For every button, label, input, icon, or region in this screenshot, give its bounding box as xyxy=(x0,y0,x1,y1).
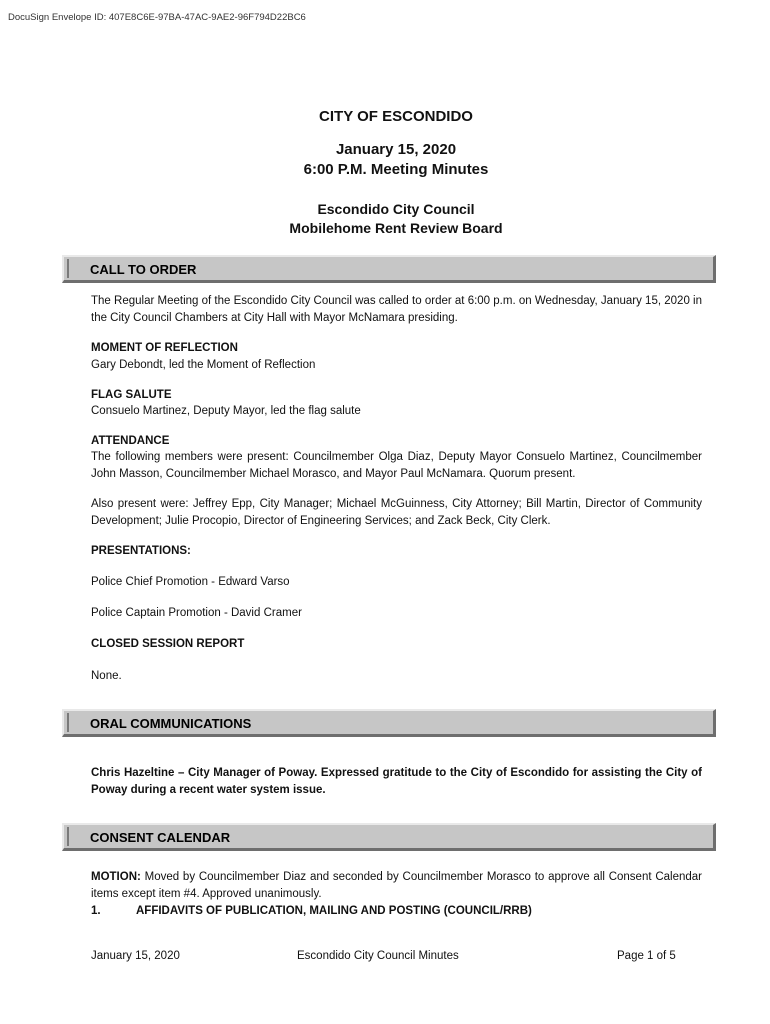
docusign-envelope-id: DocuSign Envelope ID: 407E8C6E-97BA-47AC-9AE2-96F794D22BC6 xyxy=(8,12,306,23)
also-present-text: Also present were: Jeffrey Epp, City Manager; Michael McGuinness, City Attorney; Bill Martin, Director of Community Development; Julie Procopio, Director of Engineering Services; and Zack Beck, City Clerk. xyxy=(91,498,702,527)
attendance-heading: ATTENDANCE xyxy=(91,435,170,447)
consent-item-number: 1. xyxy=(91,905,101,917)
meeting-title: 6:00 P.M. Meeting Minutes xyxy=(303,161,489,178)
section-call-to-order xyxy=(62,255,716,283)
closed-session-text: None. xyxy=(91,670,122,682)
reflection-heading: MOMENT OF REFLECTION xyxy=(91,342,238,354)
section-oral-communications xyxy=(62,709,716,737)
oral-communications-text: Chris Hazeltine – City Manager of Poway. Expressed gratitude to the City of Escondido for assisting the City of Poway during a recent water system issue. xyxy=(91,767,702,796)
attendance-text: The following members were present: Councilmember Olga Diaz, Deputy Mayor Consuelo Martinez, Councilmember John Masson, Councilmember Michael Morasco, and Mayor Paul McNamara. Quorum present. xyxy=(91,451,702,480)
motion-text: Moved by Councilmember Diaz and seconded by Councilmember Morasco to approve all Consent Calendar items except item #4. Approved unanimously. xyxy=(91,871,702,900)
motion-label: MOTION: xyxy=(91,871,141,883)
flag-salute-heading: FLAG SALUTE xyxy=(91,389,172,401)
meeting-date: January 15, 2020 xyxy=(335,141,457,158)
reflection-text: Gary Debondt, led the Moment of Reflection xyxy=(91,359,316,371)
presentations-heading: PRESENTATIONS: xyxy=(91,545,191,557)
call-to-order-text: The Regular Meeting of the Escondido City Council was called to order at 6:00 p.m. on Wednesday, January 15, 2020 in the City Council Chambers at City Hall with Mayor McNamara presiding. xyxy=(91,295,702,324)
presentation-item: Police Chief Promotion - Edward Varso xyxy=(91,576,290,588)
city-title: CITY OF ESCONDIDO xyxy=(319,108,473,125)
footer-page-number: Page 1 of 5 xyxy=(617,950,676,962)
section-heading: CONSENT CALENDAR xyxy=(90,830,231,845)
presentation-item: Police Captain Promotion - David Cramer xyxy=(91,607,302,619)
board-name: Mobilehome Rent Review Board xyxy=(289,220,503,236)
footer-date: January 15, 2020 xyxy=(91,950,180,962)
consent-item-title: AFFIDAVITS OF PUBLICATION, MAILING AND POSTING (COUNCIL/RRB) xyxy=(136,905,532,917)
motion-paragraph xyxy=(91,869,702,903)
footer-title: Escondido City Council Minutes xyxy=(297,950,459,962)
section-heading: CALL TO ORDER xyxy=(90,262,197,277)
section-consent-calendar xyxy=(62,823,716,851)
section-heading: ORAL COMMUNICATIONS xyxy=(90,716,252,731)
flag-salute-text: Consuelo Martinez, Deputy Mayor, led the flag salute xyxy=(91,405,361,417)
council-name: Escondido City Council xyxy=(317,201,475,217)
closed-session-heading: CLOSED SESSION REPORT xyxy=(91,638,245,650)
